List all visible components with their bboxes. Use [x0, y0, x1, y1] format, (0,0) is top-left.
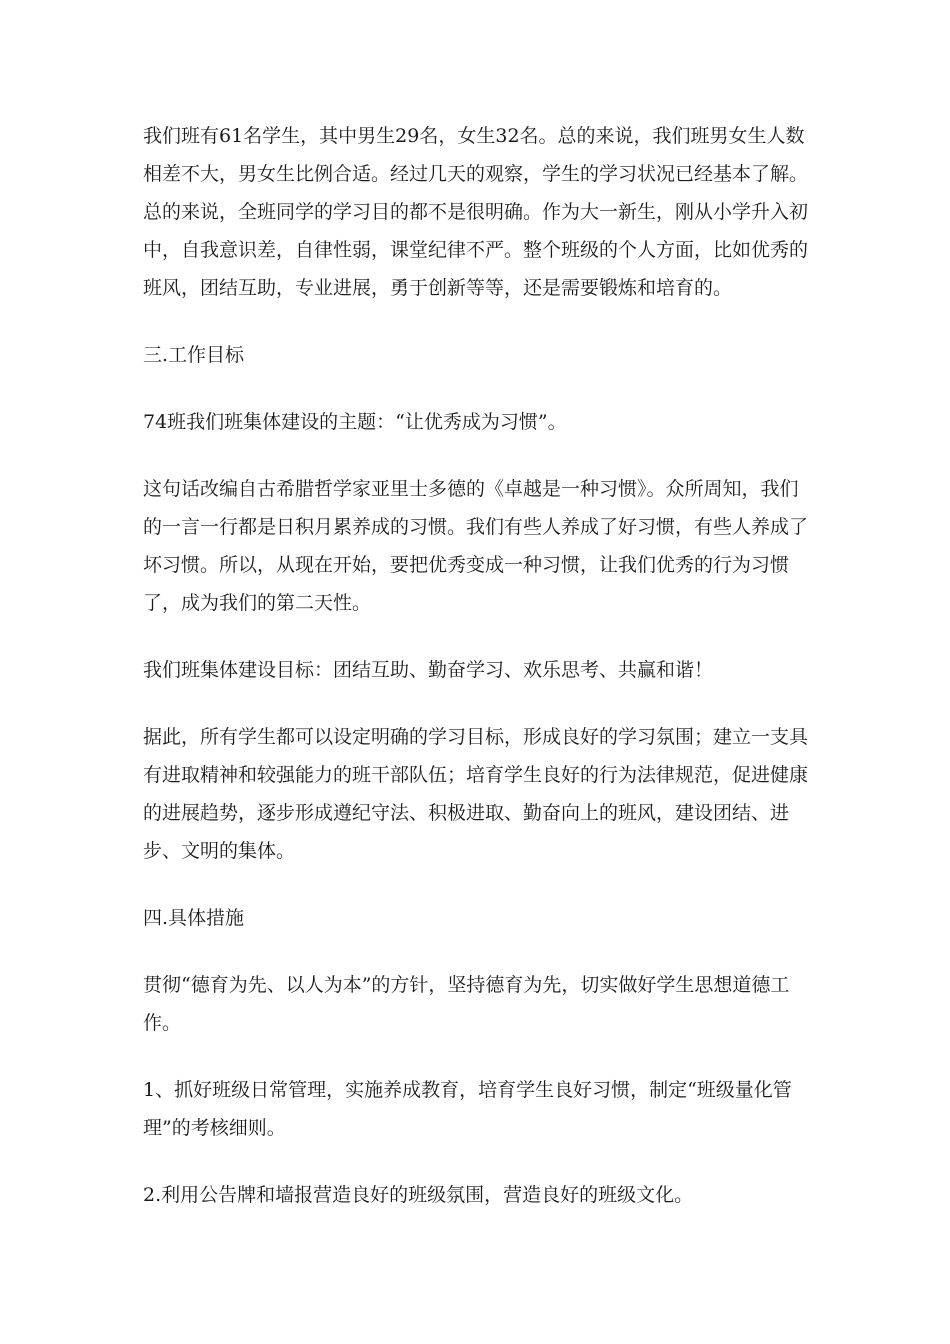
section-heading-measures: 四.具体措施 [143, 907, 245, 929]
paragraph-class-goals: 我们班集体建设目标：团结互助、勤奋学习、欢乐思考、共赢和谐！ [143, 659, 714, 681]
paragraph-measure-2: 2.利用公告牌和墙报营造良好的班级氛围，营造良好的班级文化。 [143, 1184, 694, 1206]
paragraph-theme-origin: 这句话改编自古希腊哲学家亚里士多德的《卓越是一种习惯》。众所周知，我们的一言一行都是日积月累养成的习惯。我们有些人养成了好习惯，有些人养成了坏习惯。所以，从现在开始，要把优秀变成一种习惯，让我们优秀的行为习惯了，成为我们的第二天性。 [143, 478, 809, 614]
paragraph-class-overview: 我们班有61名学生，其中男生29名，女生32名。总的来说，我们班男女生人数相差不大，男女生比例合适。经过几天的观察，学生的学习状况已经基本了解。总的来说，全班同学的学习目的都不是很明确。作为大一新生，刚从小学升入初中，自我意识差，自律性弱，课堂纪律不严。整个班级的个人方面，比如优秀的班风，团结互助，专业进展，勇于创新等等，还是需要锻炼和培育的。 [143, 125, 809, 299]
section-heading-work-goals: 三.工作目标 [143, 344, 245, 366]
document-page [143, 117, 815, 1243]
paragraph-measure-1: 1、抓好班级日常管理，实施养成教育，培育学生良好习惯，制定“班级量化管理”的考核细则。 [143, 1079, 792, 1139]
paragraph-class-theme: 74班我们班集体建设的主题：“让优秀成为习惯”。 [143, 411, 567, 433]
paragraph-goal-details: 据此，所有学生都可以设定明确的学习目标，形成良好的学习氛围；建立一支具有进取精神和较强能力的班干部队伍；培育学生良好的行为法律规范，促进健康的进展趋势，逐步形成遵纪守法、积极进取、勤奋向上的班风，建设团结、进步、文明的集体。 [143, 726, 809, 862]
paragraph-moral-education: 贯彻“德育为先、以人为本”的方针，坚持德育为先，切实做好学生思想道德工作。 [143, 974, 790, 1034]
